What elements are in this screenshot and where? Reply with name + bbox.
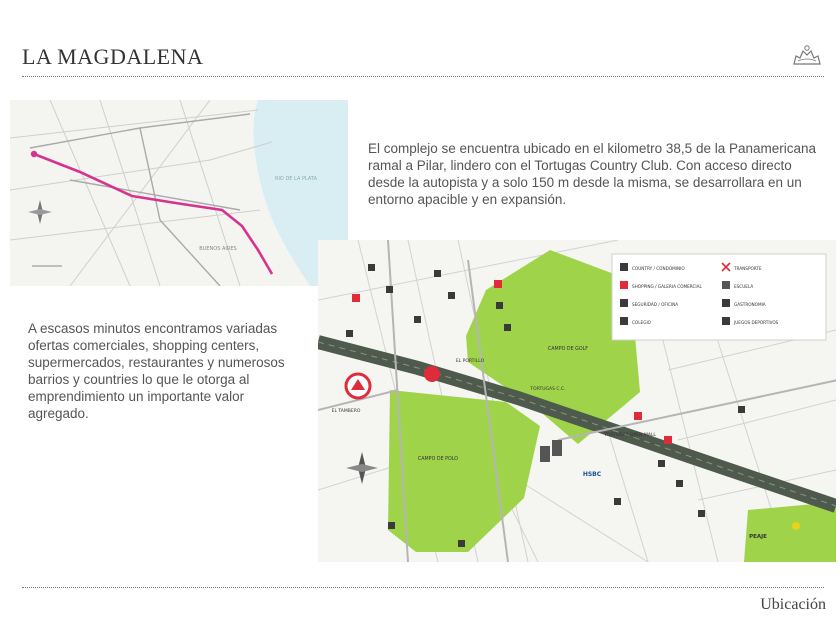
svg-text:JUEGOS DEPORTIVOS: JUEGOS DEPORTIVOS [734,320,779,325]
side-paragraph: A escasos minutos encontramos variadas ofertas comerciales, shopping centers, supermercados, restaurantes y numerosos barrios y countries lo que le otorga al emprendimiento un importante valor agregado. [28,321,285,421]
overview-map [10,100,348,286]
buenos-aires-label: BUENOS AIRES [199,246,237,252]
tortugas-cc-label: TORTUGAS C.C. [530,387,566,392]
security-icon [620,299,628,307]
map-legend [612,254,826,340]
footer-label: Ubicación [760,596,826,613]
svg-text:COLEGIO: COLEGIO [632,320,651,325]
portillo-label: EL PORTILLO [455,359,485,364]
intro-paragraph: El complejo se encuentra ubicado en el kilometro 38,5 de la Panamericana ramal a Pilar, lindero con el Tortugas Country Club. Con acceso directo desde la autopista y a solo 150 m desde la misma, se desarrollara en un entorno apacible y en expansión. [368,141,817,207]
footer-divider [22,587,824,588]
dining-icon [722,299,730,307]
svg-text:COUNTRY / CONDOMINIO: COUNTRY / CONDOMINIO [632,266,685,271]
site-area [744,502,836,562]
location-map [318,240,836,562]
hsbc-label: HSBC [582,471,602,478]
sports-icon [722,317,730,325]
svg-text:GASTRONOMIA: GASTRONOMIA [734,302,766,307]
polo-label: CAMPO DE POLO [417,457,459,462]
river-label: RIO DE LA PLATA [274,176,318,182]
svg-text:SHOPPING / GALERIA COMERCIAL: SHOPPING / GALERIA COMERCIAL [632,284,702,289]
header-divider [22,76,824,77]
tambero-label: EL TAMBERO [331,409,361,414]
peaje-label: PEAJE [749,534,767,540]
shopping-bag-icon [620,281,628,289]
open-mall-label: TORTUGAS OPEN MALL [604,433,656,438]
svg-text:SEGURIDAD / OFICINA: SEGURIDAD / OFICINA [632,302,679,307]
golf-label: CAMPO DE GOLF [547,347,589,352]
tortugas-marker-icon [346,374,370,398]
school-icon [722,281,730,289]
svg-text:ESCUELA: ESCUELA [734,284,754,289]
page-title: LA MAGDALENA [22,44,204,69]
svg-text:TRANSPORTE: TRANSPORTE [734,266,762,271]
house-icon [620,263,628,271]
site-pin-icon [424,366,440,382]
college-icon [620,317,628,325]
ornament-crest-icon [790,42,824,68]
